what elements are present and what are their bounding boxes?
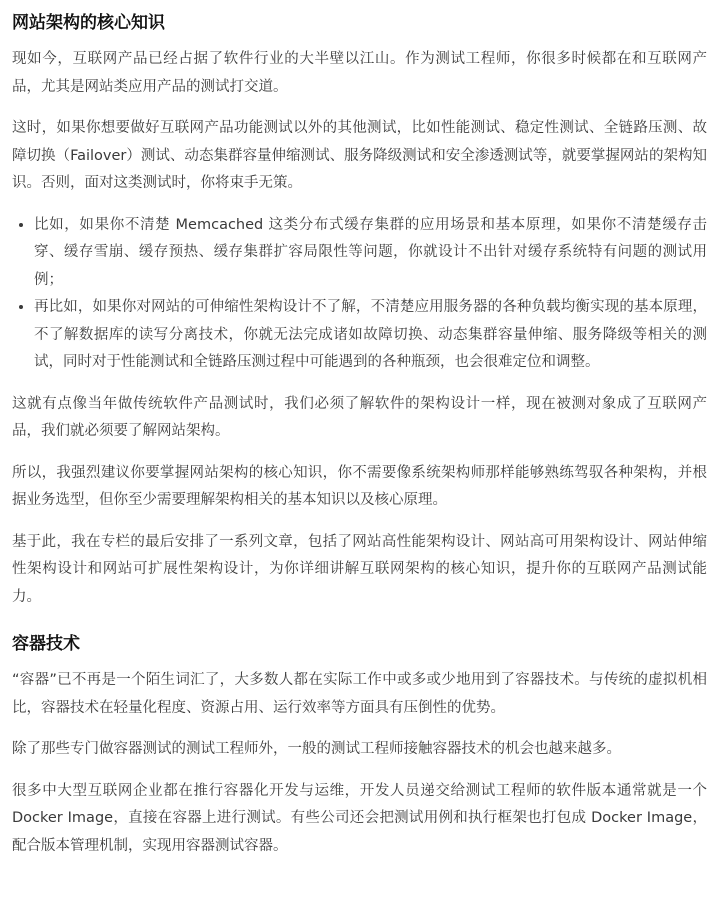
paragraph: 现如今，互联网产品已经占据了软件行业的大半壁以江山。作为测试工程师，你很多时候都在和互联网产品，尤其是网站类应用产品的测试打交道。 [12,51,707,95]
paragraph: 除了那些专门做容器测试的测试工程师外，一般的测试工程师接触容器技术的机会也越来越多。 [12,741,621,757]
section-heading-container-tech: 容器技术 [12,634,80,654]
bullet-list [12,212,707,377]
paragraph: 这时，如果你想要做好互联网产品功能测试以外的其他测试，比如性能测试、稳定性测试、全链路压测、故障切换（Failover）测试、动态集群容量伸缩测试、服务降级测试和安全渗透测试等，就要掌握网站的架构知识。否则，面对这类测试时，你将束手无策。 [12,120,707,191]
section-heading-web-architecture: 网站架构的核心知识 [12,13,165,33]
paragraph: 这就有点像当年做传统软件产品测试时，我们必须了解软件的架构设计一样，现在被测对象成了互联网产品，我们就必须要了解网站架构。 [12,395,707,439]
list-item: • 再比如，如果你对网站的可伸缩性架构设计不了解，不清楚应用服务器的各种负载均衡实现的基本原理，不了解数据库的读写分离技术，你就无法完成诸如故障切换、动态集群容量伸缩、服务降级等相关的测试，同时对于性能测试和全链路压测过程中可能遇到的各种瓶颈，也会很难定位和调整。 [34,294,707,377]
paragraph: 很多中大型互联网企业都在推行容器化开发与运维，开发人员递交给测试工程师的软件版本通常就是一个 Docker Image，直接在容器上进行测试。有些公司还会把测试用例和执行框架也打包成 Docker Image，配合版本管理机制，实现用容器测试容器。 [12,782,707,854]
paragraph: 基于此，我在专栏的最后安排了一系列文章，包括了网站高性能架构设计、网站高可用架构设计、网站伸缩性架构设计和网站可扩展性架构设计，为你详细讲解互联网架构的核心知识，提升你的互联网产品测试能力。 [12,533,707,605]
list-item: • 比如，如果你不清楚 Memcached 这类分布式缓存集群的应用场景和基本原理，如果你不清楚缓存击穿、缓存雪崩、缓存预热、缓存集群扩容局限性等问题，你就设计不出针对缓存系统特有问题的测试用例； [34,212,707,295]
paragraph: 所以，我强烈建议你要掌握网站架构的核心知识，你不需要像系统架构师那样能够熟练驾驭各种架构，并根据业务选型，但你至少需要理解架构相关的基本知识以及核心原理。 [12,464,707,508]
paragraph: “容器”已不再是一个陌生词汇了，大多数人都在实际工作中或多或少地用到了容器技术。与传统的虚拟机相比，容器技术在轻量化程度、资源占用、运行效率等方面具有压倒性的优势。 [12,672,707,716]
